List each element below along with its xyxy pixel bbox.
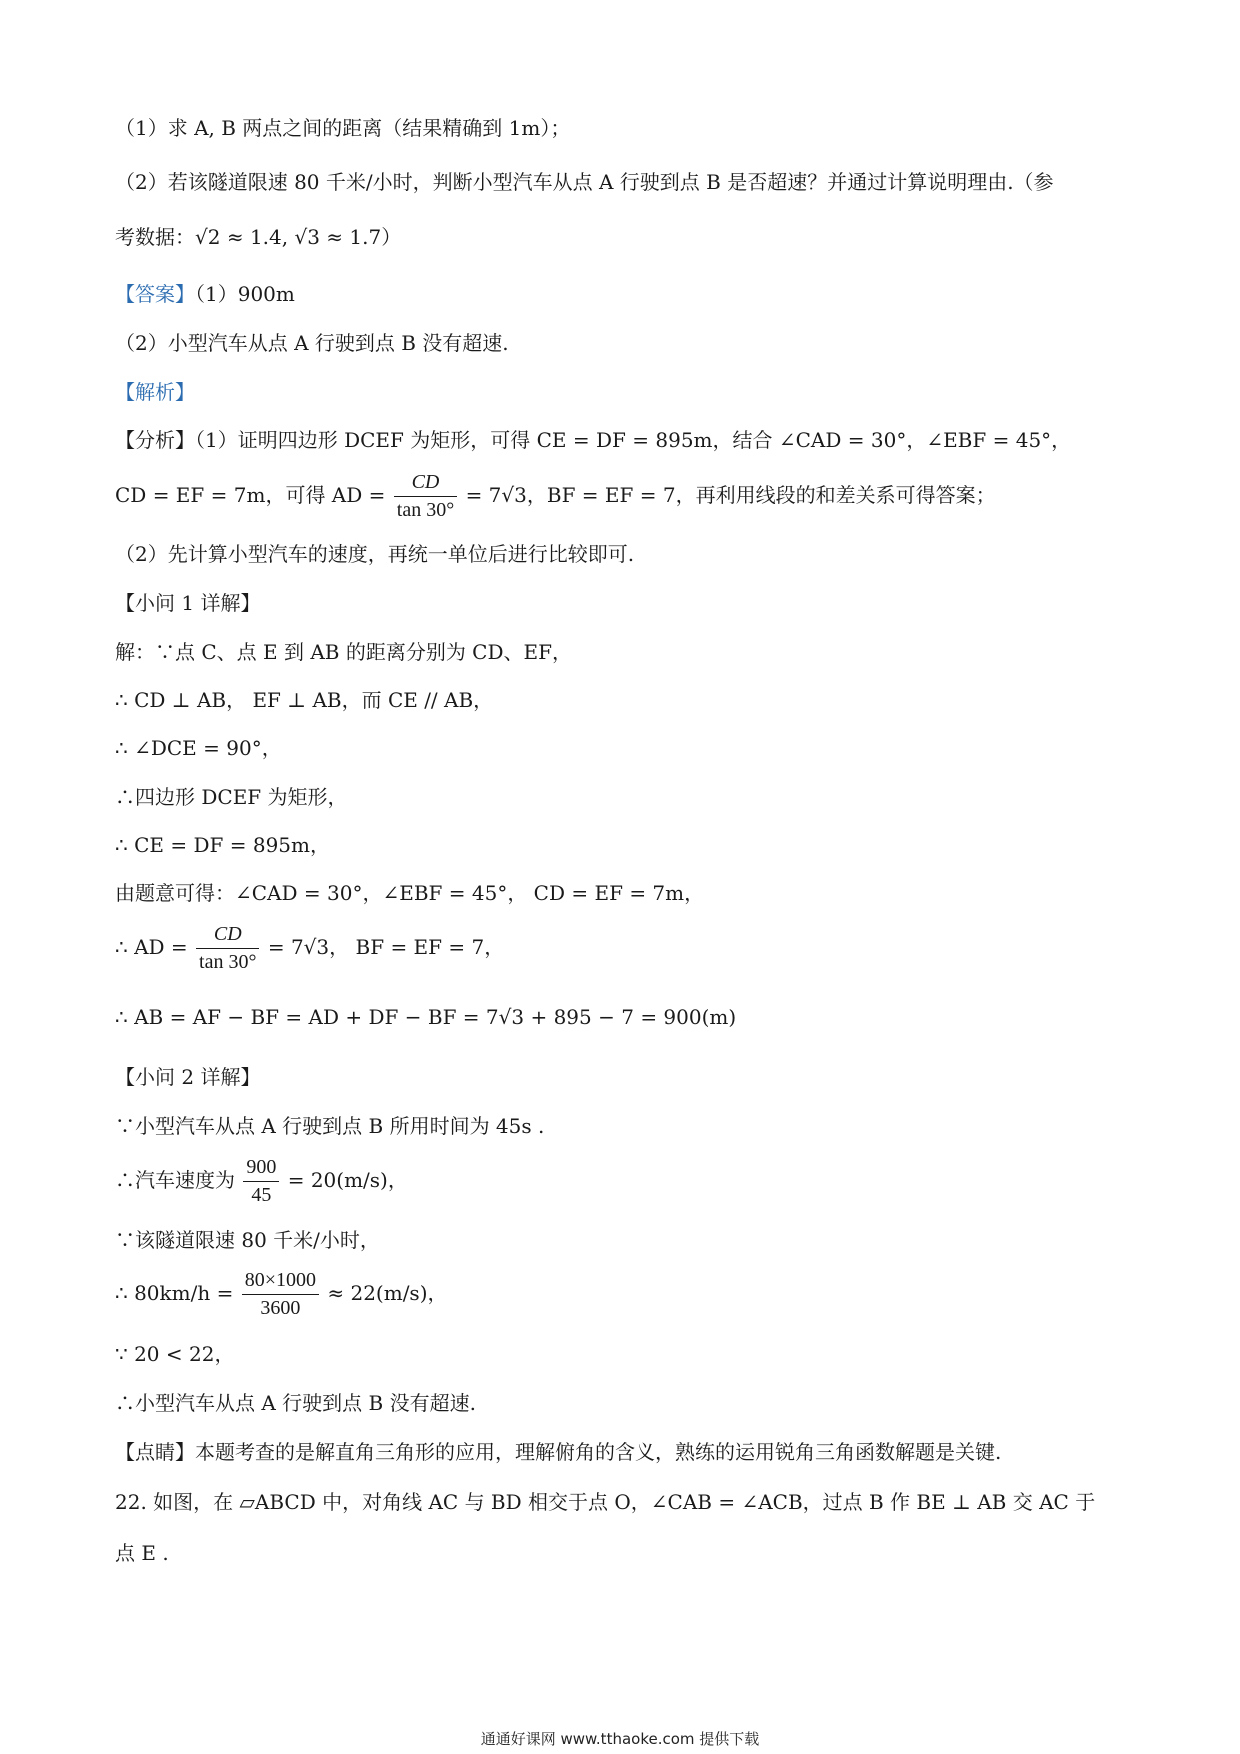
- detail-1-line-2: ∴ CD ⊥ AB， EF ⊥ AB，而 CE // AB，: [115, 688, 494, 712]
- detail-1-line-7-suffix: = 7√3， BF = EF = 7，: [267, 935, 505, 959]
- analysis-2-prefix: CD = EF = 7m，可得 AD =: [115, 483, 386, 507]
- answer-label: 【答案】: [115, 282, 195, 306]
- detail-2-line-3: ∵该隧道限速 80 千米/小时，: [115, 1228, 380, 1252]
- fraction-denominator: tan 30°: [199, 951, 257, 973]
- detail-2-line-2-prefix: ∴汽车速度为: [115, 1168, 235, 1192]
- detail-1-line-7: [115, 924, 504, 973]
- review-note: 【点睛】本题考查的是解直角三角形的应用，理解俯角的含义，熟练的运用锐角三角函数解题是关键.: [115, 1440, 1002, 1464]
- detail-2-label: 【小问 2 详解】: [115, 1065, 261, 1089]
- detail-2-line-2-suffix: = 20(m/s)，: [287, 1168, 408, 1192]
- detail-2-line-1: ∵小型汽车从点 A 行驶到点 B 所用时间为 45s .: [115, 1114, 545, 1138]
- fraction-cd-over-tan30: [394, 472, 457, 521]
- detail-1-line-1: 解：∵点 C、点 E 到 AB 的距离分别为 CD、EF，: [115, 640, 573, 664]
- fraction-denominator: 45: [251, 1184, 272, 1206]
- question-part-2-line-1: （2）若该隧道限速 80 千米/小时，判断小型汽车从点 A 行驶到点 B 是否超速？并通过计算说明理由.（参: [115, 170, 1054, 194]
- detail-1-line-6: 由题意可得：∠CAD = 30°，∠EBF = 45°， CD = EF = 7m，: [115, 881, 705, 905]
- detail-1-line-3: ∴ ∠DCE = 90°，: [115, 736, 282, 760]
- question-part-2-line-2: 考数据：√2 ≈ 1.4, √3 ≈ 1.7）: [115, 225, 402, 249]
- detail-2-line-6: ∴小型汽车从点 A 行驶到点 B 没有超速.: [115, 1391, 476, 1415]
- analysis-line-2: [115, 472, 996, 521]
- answer-line-1: [115, 284, 295, 304]
- analysis-line-3: （2）先计算小型汽车的速度，再统一单位后进行比较即可.: [115, 542, 635, 566]
- detail-2-line-5: ∵ 20 < 22，: [115, 1342, 235, 1366]
- question-part-1: （1）求 A, B 两点之间的距离（结果精确到 1m）；: [115, 116, 571, 140]
- fraction-80000-over-3600: [242, 1270, 319, 1319]
- answer-line-2: （2）小型汽车从点 A 行驶到点 B 没有超速.: [115, 331, 509, 355]
- footer-source: 通通好课网 www.tthaoke.com 提供下载: [480, 1730, 760, 1748]
- analysis-line-1: 【分析】（1）证明四边形 DCEF 为矩形，可得 CE = DF = 895m，结合 ∠CAD = 30°，∠EBF = 45°，: [115, 428, 1072, 452]
- fraction-900-over-45: [243, 1157, 279, 1206]
- detail-2-line-4-prefix: ∴ 80km/h =: [115, 1281, 234, 1305]
- fraction-numerator: CD: [196, 924, 259, 949]
- question-22-line-2: 点 E .: [115, 1541, 169, 1565]
- fraction-numerator: 80×1000: [242, 1270, 319, 1295]
- detail-1-label: 【小问 1 详解】: [115, 591, 261, 615]
- fraction-denominator: 3600: [260, 1297, 301, 1319]
- detail-1-line-7-prefix: ∴ AD =: [115, 935, 188, 959]
- detail-1-line-4: ∴四边形 DCEF 为矩形，: [115, 785, 348, 809]
- detail-2-line-4: [115, 1270, 448, 1319]
- detail-1-line-8: ∴ AB = AF − BF = AD + DF − BF = 7√3 + 895 − 7 = 900(m): [115, 1005, 737, 1029]
- analysis-label: 【解析】: [115, 380, 195, 404]
- detail-2-line-4-suffix: ≈ 22(m/s)，: [327, 1281, 448, 1305]
- question-22-line-1: 22. 如图，在 ▱ABCD 中，对角线 AC 与 BD 相交于点 O，∠CAB = ∠ACB，过点 B 作 BE ⊥ AB 交 AC 于: [115, 1490, 1096, 1514]
- fraction-denominator: tan 30°: [396, 499, 455, 521]
- analysis-2-suffix: = 7√3，BF = EF = 7，再利用线段的和差关系可得答案；: [465, 483, 996, 507]
- fraction-cd-over-tan30-detail: [196, 924, 259, 973]
- answer-1: （1）900m: [195, 282, 295, 306]
- detail-1-line-5: ∴ CE = DF = 895m，: [115, 833, 330, 857]
- fraction-numerator: 900: [243, 1157, 279, 1182]
- detail-2-line-2: [115, 1157, 408, 1206]
- fraction-numerator: CD: [394, 472, 457, 497]
